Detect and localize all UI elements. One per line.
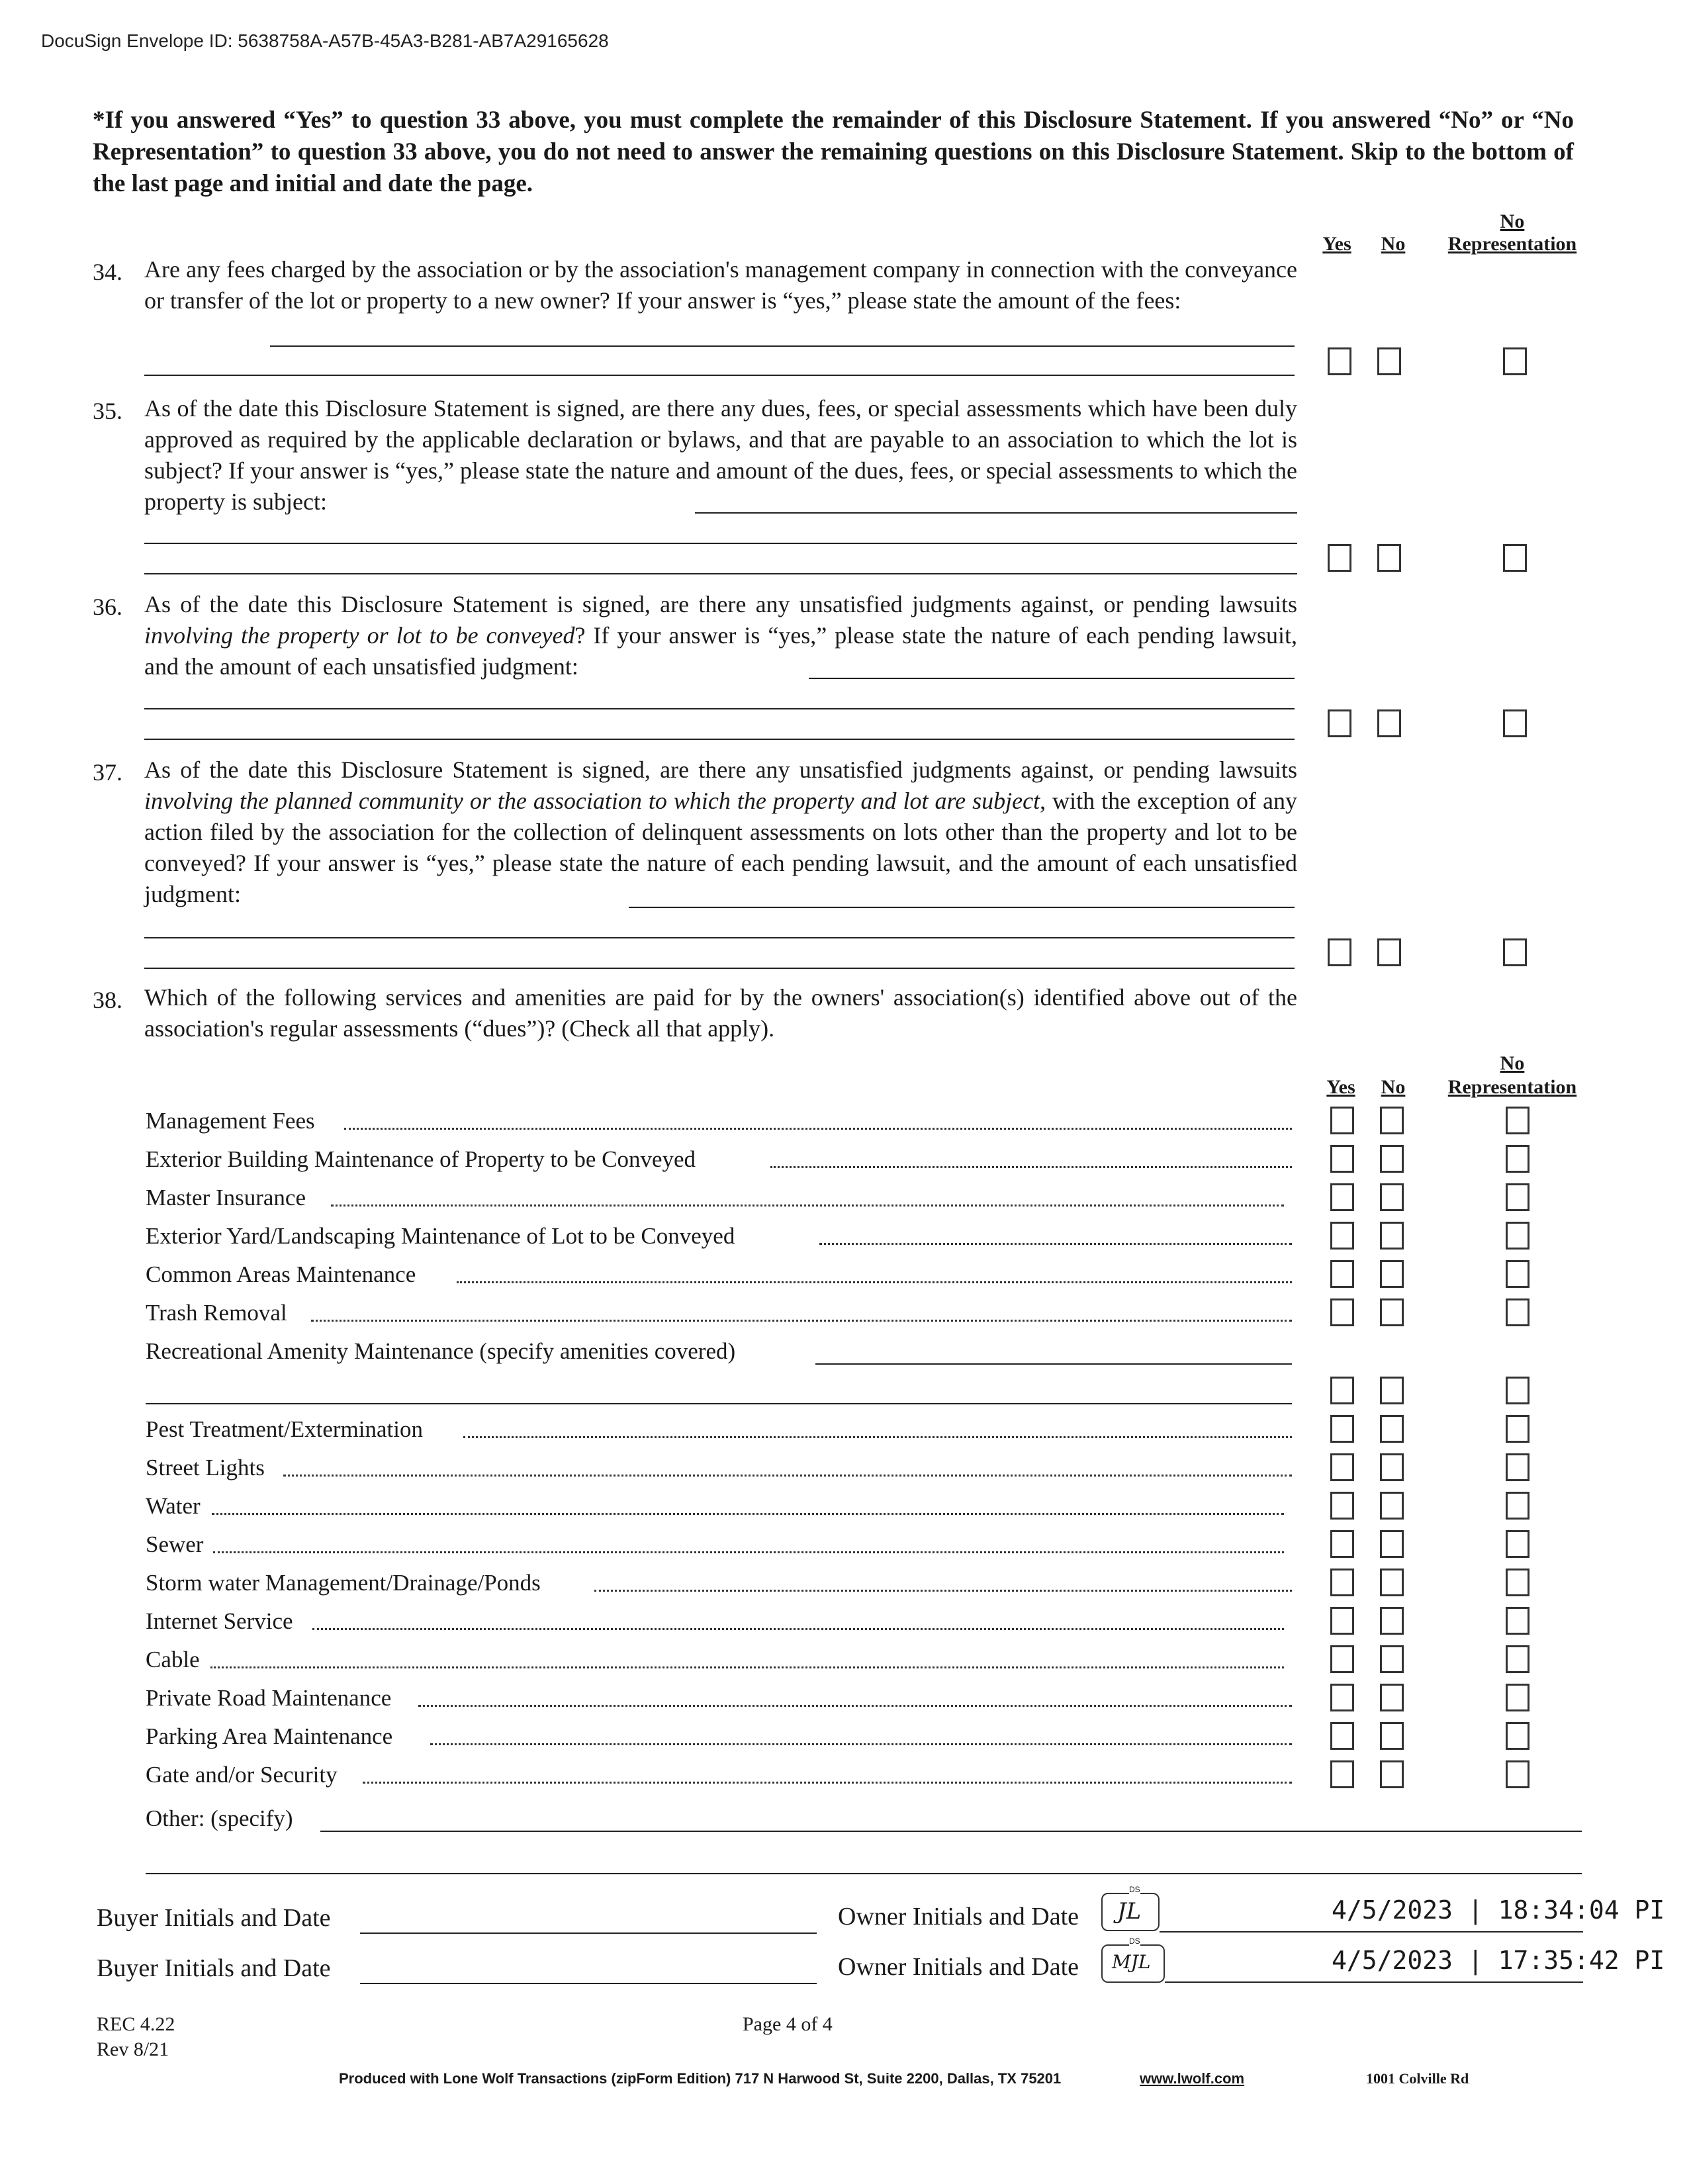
master-insurance-no-checkbox[interactable] (1380, 1183, 1404, 1211)
yard-landscaping-yes-checkbox[interactable] (1330, 1222, 1354, 1250)
q35-answer-line-1[interactable] (695, 512, 1297, 514)
property-address: 1001 Colville Rd (1366, 2070, 1469, 2087)
q36-text: As of the date this Disclosure Statement is signed, are there any unsatisfied judgments against, or pending lawsuits involving the property or lot to be conveyed? If your answer is “yes,” please state the nature of each pending lawsuit, and the amount of each unsatisfied judgment: (144, 591, 1297, 680)
cable-yes-checkbox[interactable] (1330, 1645, 1354, 1673)
leader-dots (331, 1205, 1284, 1206)
owner-initials-label-2: Owner Initials and Date (838, 1953, 1079, 1981)
service-row (146, 1183, 1295, 1212)
service-row (146, 1684, 1295, 1713)
col-no-header: No (1381, 233, 1406, 255)
service-row (146, 1337, 1295, 1366)
service-row (146, 1645, 1295, 1674)
q35-answer-line-2[interactable] (144, 543, 1297, 544)
amenities-answer-line-1[interactable] (815, 1363, 1292, 1365)
leader-dots (210, 1666, 1284, 1668)
service-row (146, 1804, 318, 1833)
buyer-initials-field-1[interactable] (360, 1933, 817, 1934)
q34-number: 34. (93, 259, 122, 285)
buyer-initials-field-2[interactable] (360, 1983, 817, 1984)
services-col-no-header: No (1381, 1076, 1406, 1098)
service-label: Exterior Yard/Landscaping Maintenance of Lot to be Conveyed (146, 1223, 735, 1249)
master-insurance-yes-checkbox[interactable] (1330, 1183, 1354, 1211)
col-norep-header-1: No (1500, 210, 1525, 232)
q36-yes-checkbox[interactable] (1328, 709, 1351, 737)
service-row (146, 1260, 1295, 1289)
street-lights-no-checkbox[interactable] (1380, 1453, 1404, 1481)
owner-date-stamp-2: 4/5/2023 | 17:35:42 PI (1332, 1946, 1665, 1975)
leader-dots (463, 1436, 1292, 1438)
leader-dots (418, 1705, 1292, 1707)
recreational-amenity-no-checkbox[interactable] (1380, 1377, 1404, 1404)
q34-answer-line-2[interactable] (144, 375, 1295, 376)
common-areas-norep-checkbox[interactable] (1506, 1260, 1529, 1288)
service-row (146, 1722, 1295, 1751)
service-label: Parking Area Maintenance (146, 1723, 393, 1749)
yard-landscaping-norep-checkbox[interactable] (1506, 1222, 1529, 1250)
q35-number: 35. (93, 398, 122, 424)
owner-date-line-1 (1160, 1931, 1583, 1933)
leader-dots (283, 1475, 1292, 1477)
owner-date-line-2 (1165, 1981, 1583, 1983)
leader-dots (430, 1743, 1292, 1745)
q37-text: As of the date this Disclosure Statement is signed, are there any unsatisfied judgments against, or pending lawsuits involving the planned community or the association to which the property and lot are subject, with the exception of any action filed by the association for the collection of delinquent assessments on lots other than the property and lot to be conveyed? If your answer is “yes,” please state the nature of each pending lawsuit, and the amount of each unsatisfied judgment: (144, 756, 1297, 907)
q37-answer-line-2[interactable] (144, 937, 1295, 938)
buyer-initials-label-2: Buyer Initials and Date (97, 1954, 331, 1982)
q34-no-checkbox[interactable] (1377, 347, 1401, 375)
services-col-yes-header: Yes (1326, 1076, 1355, 1098)
q36-no-checkbox[interactable] (1377, 709, 1401, 737)
form-id: REC 4.22 (97, 2013, 175, 2035)
water-norep-checkbox[interactable] (1506, 1492, 1529, 1520)
common-areas-no-checkbox[interactable] (1380, 1260, 1404, 1288)
yard-landscaping-no-checkbox[interactable] (1380, 1222, 1404, 1250)
q38-number: 38. (93, 987, 122, 1013)
services-col-norep-header-1: No (1500, 1052, 1525, 1074)
service-label: Internet Service (146, 1608, 293, 1634)
q37-answer-line-3[interactable] (144, 968, 1295, 969)
pest-treatment-yes-checkbox[interactable] (1330, 1415, 1354, 1443)
service-row (146, 1453, 1295, 1482)
service-row (146, 1298, 1295, 1328)
other-specify-line-2[interactable] (146, 1873, 1582, 1874)
street-lights-norep-checkbox[interactable] (1506, 1453, 1529, 1481)
management-fees-no-checkbox[interactable] (1380, 1107, 1404, 1134)
parking-area-no-checkbox[interactable] (1380, 1722, 1404, 1750)
q35-norep-checkbox[interactable] (1503, 544, 1527, 572)
parking-area-yes-checkbox[interactable] (1330, 1722, 1354, 1750)
services-col-norep-header-2: Representation (1447, 1076, 1577, 1098)
service-label: Water (146, 1493, 201, 1519)
parking-area-norep-checkbox[interactable] (1506, 1722, 1529, 1750)
q36-answer-line-2[interactable] (144, 708, 1295, 709)
private-road-yes-checkbox[interactable] (1330, 1684, 1354, 1711)
management-fees-norep-checkbox[interactable] (1506, 1107, 1529, 1134)
cable-norep-checkbox[interactable] (1506, 1645, 1529, 1673)
service-label: Private Road Maintenance (146, 1685, 392, 1711)
q34-text: Are any fees charged by the association or by the association's management company in connection with the conveyance or transfer of the lot or property to a new owner? If your answer is “yes,” please state the amount of the fees: (144, 256, 1297, 314)
sewer-yes-checkbox[interactable] (1330, 1530, 1354, 1558)
service-row (146, 1107, 1295, 1136)
q35-yes-checkbox[interactable] (1328, 544, 1351, 572)
leader-dots (819, 1243, 1292, 1245)
service-row (146, 1492, 1295, 1521)
q34-answer-line-1[interactable] (270, 345, 1295, 347)
gate-security-norep-checkbox[interactable] (1506, 1760, 1529, 1788)
leader-dots (457, 1281, 1292, 1283)
q34-yes-checkbox[interactable] (1328, 347, 1351, 375)
exterior-building-yes-checkbox[interactable] (1330, 1145, 1354, 1173)
col-yes-header: Yes (1322, 233, 1351, 255)
water-yes-checkbox[interactable] (1330, 1492, 1354, 1520)
storm-water-norep-checkbox[interactable] (1506, 1569, 1529, 1596)
service-label: Trash Removal (146, 1300, 287, 1326)
q35-text: As of the date this Disclosure Statement is signed, are there any dues, fees, or special assessments which have been duly approved as required by the applicable declaration or bylaws, and that are payable to an association to which the lot is subject? If your answer is “yes,” please state the nature and amount of the dues, fees, or special assessments to which the property is subject: (144, 395, 1297, 515)
trash-removal-norep-checkbox[interactable] (1506, 1298, 1529, 1326)
service-row (146, 1222, 1295, 1251)
intro-instructions: *If you answered “Yes” to question 33 above, you must complete the remainder of this Disclosure Statement. If you answered “No” or “No Representation” to question 33 above, you do not need to answer the remaining questions on this Disclosure Statement. Skip to the bottom of the last page and initial and date the page. (93, 107, 1574, 197)
owner-date-stamp-1: 4/5/2023 | 18:34:04 PI (1332, 1895, 1665, 1925)
service-label: Master Insurance (146, 1185, 306, 1210)
pest-treatment-norep-checkbox[interactable] (1506, 1415, 1529, 1443)
service-row (146, 1415, 1295, 1444)
owner-initials-label-1: Owner Initials and Date (838, 1903, 1079, 1931)
q35-no-checkbox[interactable] (1377, 544, 1401, 572)
water-no-checkbox[interactable] (1380, 1492, 1404, 1520)
service-row (146, 1760, 1295, 1790)
internet-service-no-checkbox[interactable] (1380, 1607, 1404, 1635)
exterior-building-norep-checkbox[interactable] (1506, 1145, 1529, 1173)
page-number: Page 4 of 4 (743, 2013, 833, 2035)
q34-norep-checkbox[interactable] (1503, 347, 1527, 375)
other-specify-line-1[interactable] (320, 1831, 1582, 1832)
master-insurance-norep-checkbox[interactable] (1506, 1183, 1529, 1211)
q37-number: 37. (93, 759, 122, 786)
sewer-no-checkbox[interactable] (1380, 1530, 1404, 1558)
q37-no-checkbox[interactable] (1377, 938, 1401, 966)
internet-service-norep-checkbox[interactable] (1506, 1607, 1529, 1635)
storm-water-yes-checkbox[interactable] (1330, 1569, 1354, 1596)
trash-removal-yes-checkbox[interactable] (1330, 1298, 1354, 1326)
q36-norep-checkbox[interactable] (1503, 709, 1527, 737)
private-road-no-checkbox[interactable] (1380, 1684, 1404, 1711)
service-label: Exterior Building Maintenance of Property to be Conveyed (146, 1146, 696, 1172)
management-fees-yes-checkbox[interactable] (1330, 1107, 1354, 1134)
buyer-initials-label-1: Buyer Initials and Date (97, 1904, 331, 1932)
service-row (146, 1607, 1295, 1636)
service-row (146, 1530, 1295, 1559)
trash-removal-no-checkbox[interactable] (1380, 1298, 1404, 1326)
q37-answer-line-1[interactable] (629, 907, 1295, 908)
ds-tag: DS (1129, 1936, 1140, 1946)
q35-answer-line-3[interactable] (144, 573, 1297, 574)
service-label: Recreational Amenity Maintenance (specify amenities covered) (146, 1338, 736, 1364)
service-label: Common Areas Maintenance (146, 1261, 416, 1287)
service-label: Storm water Management/Drainage/Ponds (146, 1570, 541, 1596)
amenities-answer-line-2[interactable] (146, 1403, 1292, 1404)
owner-initials-box-1[interactable] (1101, 1885, 1160, 1931)
form-revision: Rev 8/21 (97, 2038, 169, 2060)
q36-answer-line-3[interactable] (144, 739, 1295, 740)
service-row (146, 1569, 1295, 1598)
leader-dots (770, 1166, 1292, 1168)
leader-dots (311, 1320, 1292, 1322)
internet-service-yes-checkbox[interactable] (1330, 1607, 1354, 1635)
service-label: Management Fees (146, 1108, 315, 1134)
lwolf-link[interactable]: www.lwolf.com (1140, 2070, 1245, 2087)
common-areas-yes-checkbox[interactable] (1330, 1260, 1354, 1288)
gate-security-no-checkbox[interactable] (1380, 1760, 1404, 1788)
recreational-amenity-yes-checkbox[interactable] (1330, 1377, 1354, 1404)
leader-dots (213, 1551, 1284, 1553)
service-label: Pest Treatment/Extermination (146, 1416, 423, 1442)
service-label: Gate and/or Security (146, 1762, 338, 1788)
recreational-amenity-norep-checkbox[interactable] (1506, 1377, 1529, 1404)
leader-dots (363, 1782, 1292, 1784)
q37-yes-checkbox[interactable] (1328, 938, 1351, 966)
cable-no-checkbox[interactable] (1380, 1645, 1404, 1673)
service-label: Sewer (146, 1531, 204, 1557)
q38-text: Which of the following services and amenities are paid for by the owners' association(s) identified above out of the association's regular assessments (“dues”)? (Check all that apply). (144, 984, 1297, 1042)
q36-answer-line-1[interactable] (809, 678, 1295, 679)
owner-initials-2: MJL (1112, 1951, 1151, 1973)
owner-initials-1: JL (1117, 1898, 1142, 1925)
owner-initials-box-2[interactable] (1101, 1936, 1165, 1983)
leader-dots (312, 1628, 1284, 1630)
col-norep-header-2: Representation (1447, 233, 1577, 255)
q37-norep-checkbox[interactable] (1503, 938, 1527, 966)
sewer-norep-checkbox[interactable] (1506, 1530, 1529, 1558)
produced-by: Produced with Lone Wolf Transactions (zipForm Edition) 717 N Harwood St, Suite 2200, Dallas, TX 75201 (339, 2070, 1062, 2087)
leader-dots (594, 1590, 1292, 1592)
leader-dots (344, 1128, 1292, 1130)
service-label: Cable (146, 1647, 200, 1672)
service-label: Other: (specify) (146, 1805, 293, 1831)
exterior-building-no-checkbox[interactable] (1380, 1145, 1404, 1173)
leader-dots (212, 1513, 1284, 1515)
envelope-id: DocuSign Envelope ID: 5638758A-A57B-45A3-B281-AB7A29165628 (41, 30, 609, 51)
service-label: Street Lights (146, 1455, 265, 1480)
ds-tag: DS (1129, 1885, 1140, 1894)
private-road-norep-checkbox[interactable] (1506, 1684, 1529, 1711)
pest-treatment-no-checkbox[interactable] (1380, 1415, 1404, 1443)
service-row (146, 1145, 1295, 1174)
q36-number: 36. (93, 594, 122, 620)
gate-security-yes-checkbox[interactable] (1330, 1760, 1354, 1788)
street-lights-yes-checkbox[interactable] (1330, 1453, 1354, 1481)
storm-water-no-checkbox[interactable] (1380, 1569, 1404, 1596)
